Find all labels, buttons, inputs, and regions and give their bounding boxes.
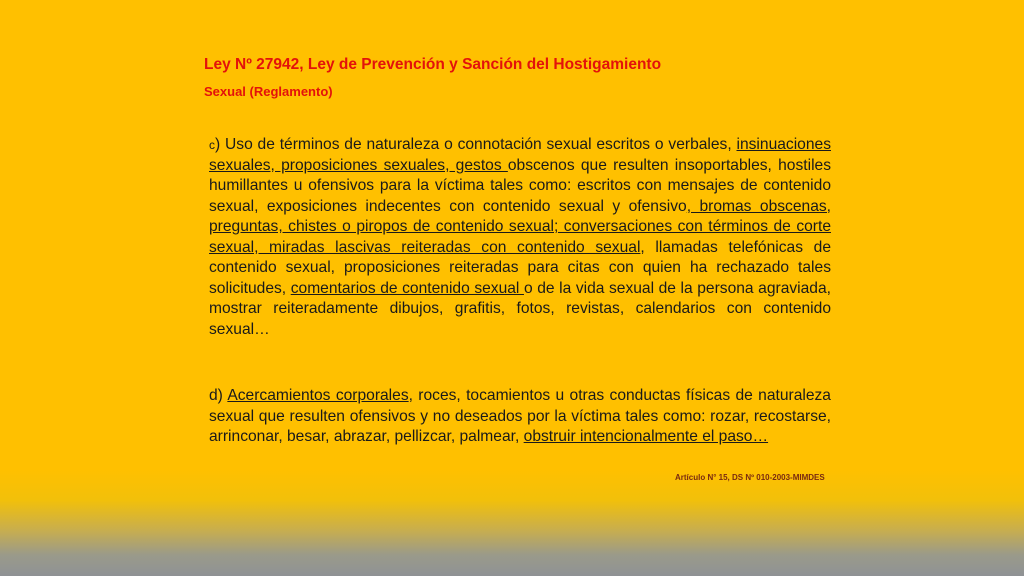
- underlined-segment: Acercamientos corporales: [227, 387, 409, 404]
- text-segment: o de la vida sexual de la persona agraviada, mostrar reiteradamente dibujos, grafitis, fotos, revistas, calendarios con contenido sexual…: [209, 279, 831, 338]
- text-segment: , roces, tocamientos u otras conductas físicas de naturaleza sexual que resulten ofensivos y no deseados por la víctima tales como: rozar, recostarse, arrinconar, besar, abrazar, pellizcar, palmear,: [209, 387, 831, 445]
- paragraph-c: [209, 135, 831, 340]
- item-marker-c: c: [209, 138, 215, 152]
- underlined-segment: obstruir intencionalmente el paso…: [523, 428, 769, 445]
- text-segment: ) Uso de términos de naturaleza o connotación sexual escritos o verbales,: [215, 136, 737, 153]
- underlined-segment: comentarios de contenido sexual: [290, 279, 524, 297]
- title-line-2: Sexual (Reglamento): [204, 84, 333, 99]
- underlined-segment: insinuaciones sexuales, proposiciones sexuales, gestos: [209, 136, 831, 174]
- text-segment: obscenos que resulten insoportables, hostiles humillantes u ofensivos para la víctima tales como: escritos con mensajes de contenido sexual, exposiciones indecentes con contenido sexual y ofensivo: [209, 156, 831, 215]
- source-citation: Artículo N° 15, DS Nº 010-2003-MIMDES: [675, 473, 825, 482]
- item-marker-d: d): [209, 387, 228, 404]
- paragraph-d: [209, 386, 831, 448]
- title-line-1: Ley Nº 27942, Ley de Prevención y Sanción del Hostigamiento: [204, 56, 662, 73]
- text-segment: , llamadas telefónicas de contenido sexual, proposiciones reiteradas para citas con quien ha rechazado tales solicitudes,: [209, 238, 832, 297]
- underlined-segment: , bromas obscenas, preguntas, chistes o piropos de contenido sexual; conversaciones con términos de corte sexual, miradas lascivas reiteradas con contenido sexual: [209, 197, 831, 256]
